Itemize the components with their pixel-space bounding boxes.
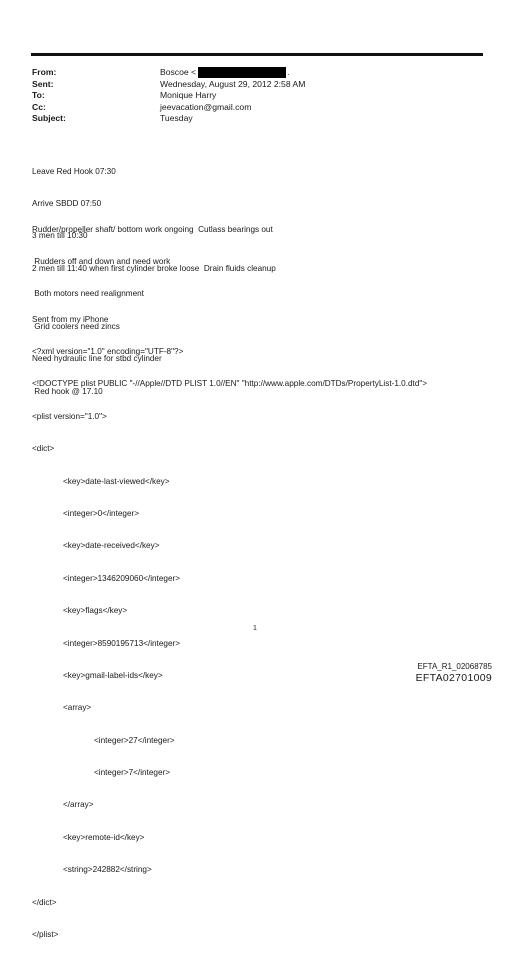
doctype-line: <!DOCTYPE plist PUBLIC "-//Apple//DTD PLIST 1.0//EN" "http://www.apple.com/DTDs/PropertyList-1.0.dtd"> [32,379,428,389]
plist-line: <key>date-last-viewed</key> [63,476,170,486]
page-number: 1 [253,625,257,632]
from-name: Boscoe < [160,67,197,77]
plist-line: <string>242882</string> [63,865,152,875]
plist-line: <key>gmail-label-ids</key> [63,670,163,680]
subject-row [32,113,305,125]
to-value: Monique Harry [160,90,217,100]
plist-line: </array> [63,800,94,810]
from-trail: . [287,67,290,77]
array-item: <integer>7</integer> [94,768,171,778]
work-line: Rudders off and down and need work [32,256,171,266]
work-line: Both motors need realignment [32,289,144,299]
plist-line: <array> [63,703,92,713]
sent-from-line: Sent from my iPhone [32,314,109,324]
dict-open: <dict> [32,444,55,454]
xml-declaration: <?xml version="1.0" encoding="UTF-8"?> [32,346,184,356]
cc-label: Cc: [32,101,46,112]
header-divider [31,53,483,56]
sent-row [32,79,305,91]
plist-line: <key>remote-id</key> [63,832,145,842]
bates-footer [416,662,492,684]
cc-value: jeevacation@gmail.com [160,101,252,112]
bates-number-small: EFTA_R1_02068785 [417,662,492,671]
plist-close: </plist> [32,930,59,940]
cc-row [32,102,305,114]
from-row [32,67,305,79]
work-line: Rudder/propeller shaft/ bottom work ongoing Cutlass bearings out [32,224,273,234]
schedule-line: 2 men till 11:40 when first cylinder broke loose Drain fluids cleanup [32,263,276,273]
plist-line: <integer>0</integer> [63,508,140,518]
from-value [160,67,289,79]
sent-value: Wednesday, August 29, 2012 2:58 AM [160,78,306,89]
to-row [32,90,305,102]
subject-value: Tuesday [160,113,193,123]
redaction-box [198,67,286,78]
from-label: From: [32,67,57,77]
schedule-line: Arrive SBDD 07:50 [32,198,102,208]
sent-label: Sent: [32,78,54,89]
schedule-line: Leave Red Hook 07:30 [32,166,116,176]
plist-line: <key>flags</key> [63,606,128,616]
plist-line: <key>date-received</key> [63,541,160,551]
plist-line: <integer>8590195713</integer> [63,638,181,648]
bates-number-large: EFTA02701009 [415,672,492,684]
subject-label: Subject: [32,113,66,123]
work-line: Red hook @ 17.10 [32,386,103,396]
to-label: To: [32,90,45,100]
schedule-line: 3 men till 10:30 [32,231,88,241]
plist-open: <plist version="1.0"> [32,411,107,421]
array-item: <integer>27</integer> [94,735,175,745]
plist-line: <integer>1346209060</integer> [63,573,181,583]
work-line: Grid coolers need zincs [32,321,120,331]
work-line: Need hydraulic line for stbd cylinder [32,354,162,364]
signature-block [32,293,427,962]
email-header [32,67,305,125]
dict-close: </dict> [32,897,57,907]
